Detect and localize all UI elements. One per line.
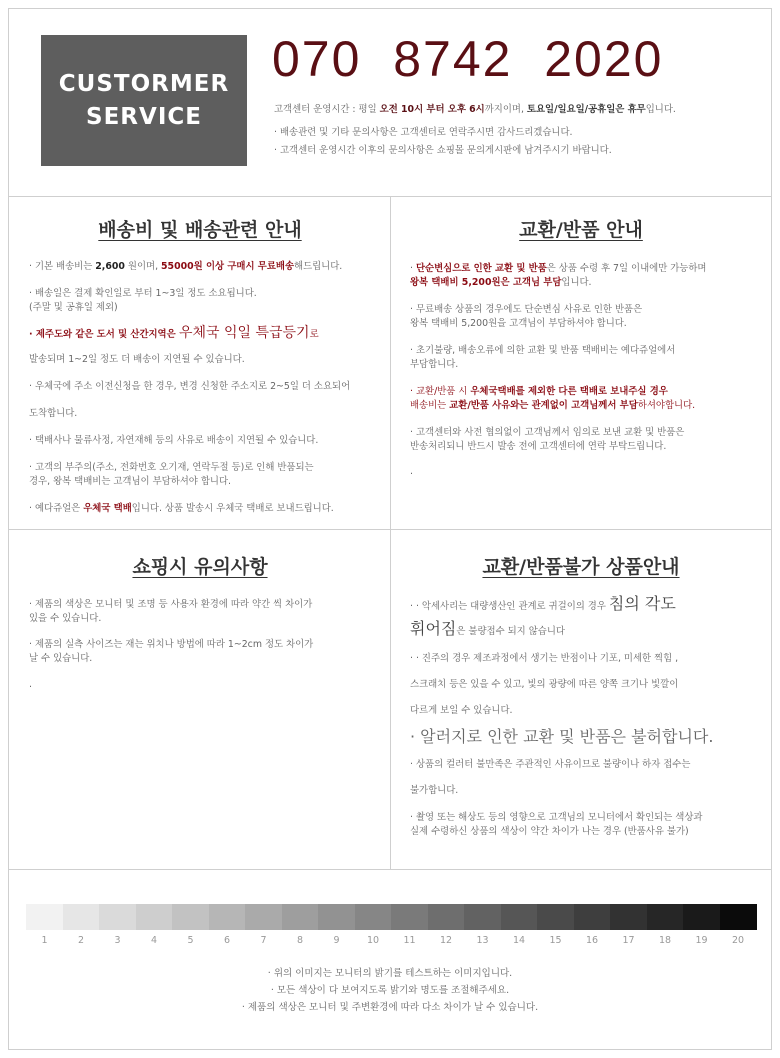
gray-swatch (391, 904, 428, 930)
gray-swatch (209, 904, 246, 930)
swatch-number: 1 (41, 935, 48, 946)
shipping-line: 발송되며 1~2일 정도 더 배송이 지연될 수 있습니다. (29, 354, 245, 365)
swatch-number: 20 (731, 935, 745, 946)
swatch-number: 14 (512, 935, 526, 946)
no-exchange-title: 교환/반품불가 상품안내 (482, 556, 680, 578)
footer-line: · 위의 이미지는 모니터의 밝기를 테스트하는 이미지입니다. (267, 968, 513, 979)
footer-line: · 모든 색상이 다 보여지도록 밝기와 명도를 조절해주세요. (270, 985, 510, 996)
exchange-line: 부담합니다. (410, 359, 459, 370)
swatch-number: 12 (439, 935, 453, 946)
swatch-number: 3 (114, 935, 121, 946)
exchange-line: 왕복 택배비 5,200원을 고객님이 부담하셔야 합니다. (410, 318, 627, 329)
caution-line: . (29, 679, 32, 690)
gray-swatch (537, 904, 574, 930)
gray-swatch (245, 904, 282, 930)
gray-swatch (647, 904, 684, 930)
shipping-line: · 우체국에 주소 이전신청을 한 경우, 변경 신청한 주소지로 2~5일 더 소요되어 (29, 381, 351, 392)
swatch-number: 8 (296, 935, 304, 946)
exchange-line: · 고객센터와 사전 협의없이 고객님께서 임의로 보낸 교환 및 반품은 (410, 427, 685, 438)
swatch-number: 19 (695, 935, 708, 946)
no-exchange-line: · · 악세사리는 대량생산인 관계로 귀걸이의 경우 침의 각도 (410, 594, 676, 613)
caution-line: 날 수 있습니다. (29, 653, 93, 664)
exchange-line: · 무료배송 상품의 경우에도 단순변심 사유로 인한 반품은 (410, 304, 643, 315)
shipping-line: (주말 및 공휴일 제외) (29, 302, 118, 313)
gray-swatch (63, 904, 100, 930)
exchange-line: 반송처리되니 반드시 발송 전에 고객센터에 연락 부탁드립니다. (410, 441, 667, 452)
caution-line: · 제품의 실측 사이즈는 재는 위치나 방법에 따라 1~2cm 정도 차이가 (29, 639, 314, 650)
header-note-2: · 고객센터 운영시간 이후의 문의사항은 쇼핑몰 문의게시판에 남겨주시기 바랍니다. (274, 145, 612, 156)
no-exchange-line: 불가합니다. (410, 785, 459, 796)
swatch-number: 10 (366, 935, 380, 946)
shipping-line: · 제주도와 같은 도서 및 산간지역은 우체국 익일 특급등기로 (29, 325, 319, 341)
swatch-number: 11 (403, 935, 416, 946)
gray-swatch (574, 904, 611, 930)
gray-swatch (282, 904, 319, 930)
shipping-line: · 기본 배송비는 2,600 원이며, 55000원 이상 구매시 무료배송해드립니다. (29, 261, 343, 272)
shipping-line: · 예다쥬얼은 우체국 택배입니다. 상품 발송시 우체국 택배로 보내드립니다. (29, 503, 334, 514)
swatch-number: 18 (658, 935, 672, 946)
gray-swatch (26, 904, 63, 930)
phone-number[interactable]: 070 8742 2020 (272, 31, 664, 87)
no-exchange-line: 휘어짐은 불량접수 되지 않습니다 (410, 619, 565, 638)
exchange-line: · 교환/반품 시 우체국택배를 제외한 다른 택배로 보내주실 경우 (410, 386, 668, 397)
exchange-line: · 초기불량, 배송오류에 의한 교환 및 반품 택배비는 예다쥬얼에서 (410, 345, 676, 356)
exchange-line: 왕복 택배비 5,200원은 고객님 부담입니다. (410, 277, 592, 288)
shipping-line: · 고객의 부주의(주소, 전화번호 오기재, 연락두절 등)로 인해 반품되는 (29, 462, 314, 473)
swatch-number: 17 (622, 935, 635, 946)
gray-swatch (172, 904, 209, 930)
divider (390, 196, 391, 870)
customer-service-badge (41, 35, 247, 166)
gray-swatch (136, 904, 173, 930)
hours-time: 오전 10시 부터 오후 6시 (379, 104, 485, 115)
swatch-number: 9 (333, 935, 340, 946)
no-exchange-line: · 알러지로 인한 교환 및 반품은 불허합니다. (410, 727, 714, 746)
gray-swatch (428, 904, 465, 930)
exchange-title: 교환/반품 안내 (519, 219, 643, 241)
cs-line1: CUSTORMER (58, 70, 230, 97)
shipping-title: 배송비 및 배송관련 안내 (98, 219, 302, 241)
shipping-line: · 택배사나 물류사정, 자연재해 등의 사유로 배송이 지연될 수 있습니다. (29, 435, 319, 446)
caution-line: 있을 수 있습니다. (29, 613, 102, 624)
swatch-number: 13 (476, 935, 489, 946)
caution-line: · 제품의 색상은 모니터 및 조명 등 사용자 환경에 따라 약간 씩 차이가 (29, 599, 313, 610)
shipping-line: · 배송일은 결제 확인일로 부터 1~3일 정도 소요됩니다. (29, 288, 257, 299)
exchange-line: · 단순변심으로 인한 교환 및 반품은 상품 수령 후 7일 이내에만 가능하며 (410, 263, 707, 274)
gray-swatch (501, 904, 538, 930)
no-exchange-line: 다르게 보일 수 있습니다. (410, 705, 513, 716)
footer-line: · 제품의 색상은 모니터 및 주변환경에 따라 다소 차이가 날 수 있습니다. (241, 1002, 539, 1013)
swatch-number: 7 (260, 935, 267, 946)
swatch-number: 5 (187, 935, 194, 946)
swatch-number: 15 (549, 935, 562, 946)
gray-swatch (355, 904, 392, 930)
gray-swatch (720, 904, 757, 930)
exchange-line: 배송비는 교환/반품 사유와는 관계없이 고객님께서 부담하셔야합니다. (410, 400, 696, 411)
swatch-number: 2 (77, 935, 85, 946)
gray-swatch (99, 904, 136, 930)
shipping-line: 경우, 왕복 택배비는 고객님이 부담하셔야 합니다. (29, 476, 231, 487)
shipping-line: 도착합니다. (29, 408, 78, 419)
no-exchange-line: 스크래치 등은 있을 수 있고, 빛의 광량에 따른 양쪽 크기나 빛깔이 (410, 679, 679, 690)
no-exchange-line: · 상품의 컬러터 불만족은 주관적인 사유이므로 불량이나 하자 접수는 (410, 759, 691, 770)
swatch-number: 16 (585, 935, 599, 946)
gray-swatch (610, 904, 647, 930)
caution-title: 쇼핑시 유의사항 (132, 556, 268, 578)
swatch-number: 4 (150, 935, 158, 946)
gray-swatch (464, 904, 501, 930)
no-exchange-line: · 촬영 또는 해상도 등의 영향으로 고객님의 모니터에서 확인되는 색상과 (410, 812, 703, 823)
cs-line2: SERVICE (86, 103, 202, 130)
no-exchange-line: 실제 수령하신 상품의 색상이 약간 차이가 나는 경우 (반품사유 불가) (410, 826, 689, 837)
header-note-1: · 배송관련 및 기타 문의사항은 고객센터로 연락주시면 감사드리겠습니다. (274, 127, 573, 138)
gray-swatch (683, 904, 720, 930)
exchange-line: . (410, 466, 413, 477)
no-exchange-line: · · 진주의 경우 제조과정에서 생기는 반점이나 기포, 미세한 찍힘 , (410, 653, 679, 664)
operating-hours: 고객센터 운영시간 : 평일 오전 10시 부터 오후 6시까지이며, 토요일/일요일/공휴일은 휴무입니다. (274, 104, 676, 115)
hours-closed: 토요일/일요일/공휴일은 휴무 (526, 104, 646, 115)
swatch-number: 6 (223, 935, 231, 946)
gray-swatch (318, 904, 355, 930)
